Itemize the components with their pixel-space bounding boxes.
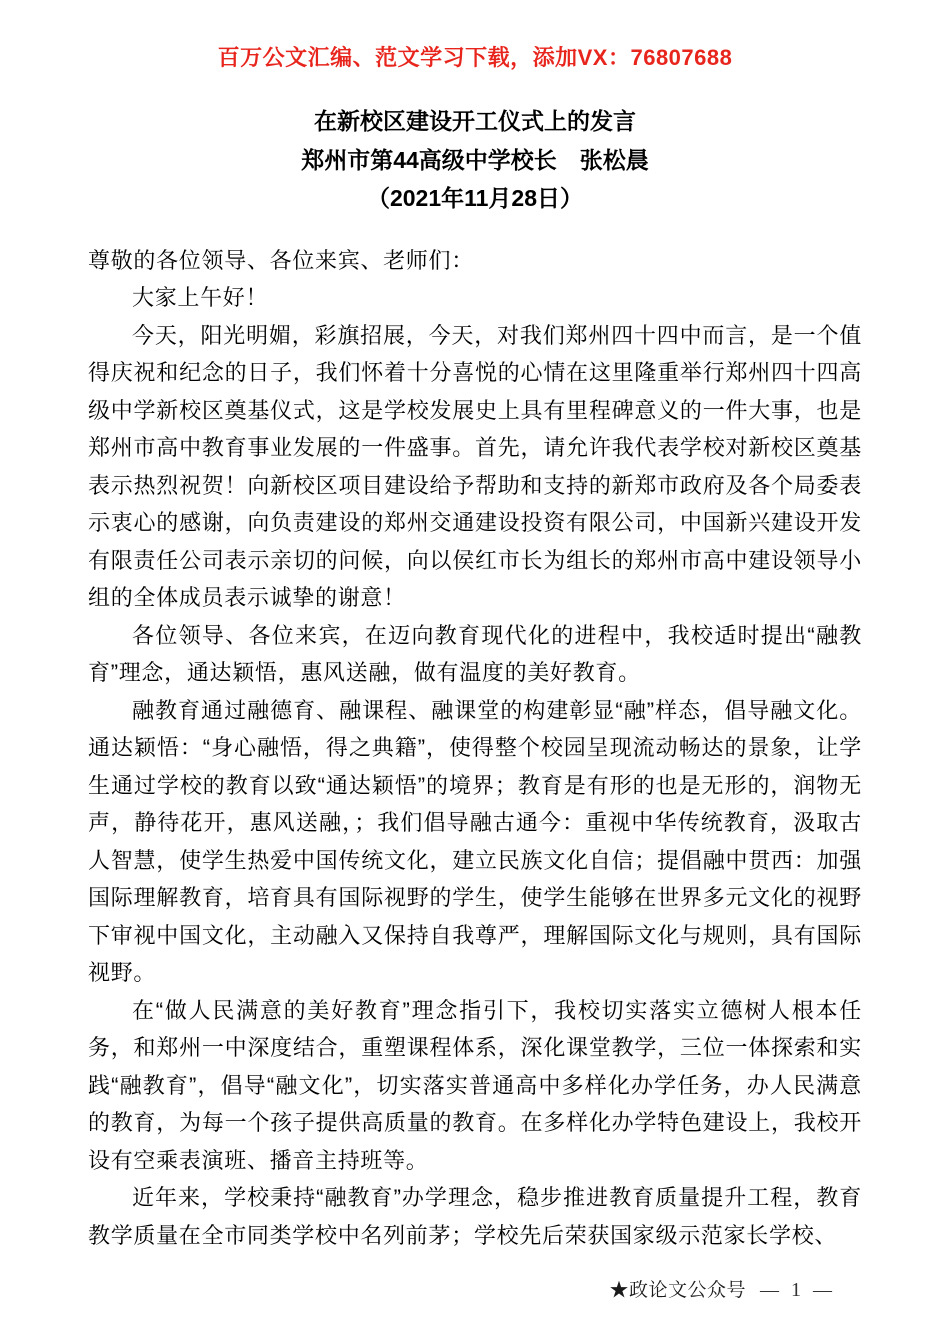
page-number-value: 1 [791,1279,801,1301]
document-title: 在新校区建设开工仪式上的发言 [314,108,636,134]
body-paragraph: 融教育通过融德育、融课程、融课堂的构建彰显“融”样态，倡导融文化。通达颖悟：“身心融悟，得之典籍”，使得整个校园呈现流动畅达的景象，让学生通过学校的教育以致“通达颖悟”的境界；教育是有形的也是无形的，润物无声，静待花开，惠风送融，；我们倡导融古通今：重视中华传统教育，汲取古人智慧，使学生热爱中国传统文化，建立民族文化自信；提倡融中贯西：加强国际理解教育，培育具有国际视野的学生，使学生能够在世界多元文化的视野下审视中国文化，主动融入又保持自我尊严，理解国际文化与规则，具有国际视野。 [88,697,862,985]
star-icon: ★ [609,1280,629,1301]
title-block [88,102,862,218]
page-number-dash-left: — [760,1280,779,1301]
body-paragraph: 大家上午好！ [132,285,269,310]
page-number-dash-right: — [813,1280,832,1301]
promo-banner: 百万公文汇编、范文学习下载，添加VX：76807688 [217,45,733,70]
footer-source-label: 政论文公众号 [628,1280,746,1301]
page-number [760,1280,832,1301]
body-paragraph: 在“做人民满意的美好教育”理念指引下，我校切实落实立德树人根本任务，和郑州一中深度结合，重塑课程体系，深化课堂教学，三位一体探索和实践“融教育”，倡导“融文化”，切实落实普通高中多样化办学任务，办人民满意的教育，为每一个孩子提供高质量的教育。在多样化办学特色建设上，我校开设有空乘表演班、播音主持班等。 [88,997,862,1173]
page-footer [609,1275,832,1302]
document-author: 郑州市第44高级中学校长 张松晨 [301,146,649,173]
body-paragraph: 今天，阳光明媚，彩旗招展，今天，对我们郑州四十四中而言，是一个值得庆祝和纪念的日子，我们怀着十分喜悦的心情在这里隆重举行郑州四十四高级中学新校区奠基仪式，这是学校发展史上具有里程碑意义的一件大事，也是郑州市高中教育事业发展的一件盛事。首先，请允许我代表学校对新校区奠基表示热烈祝贺！向新校区项目建设给予帮助和支持的新郑市政府及各个局委表示衷心的感谢，向负责建设的郑州交通建设投资有限公司，中国新兴建设开发有限责任公司表示亲切的问候，向以侯红市长为组长的郑州市高中建设领导小组的全体成员表示诚挚的谢意！ [88,322,862,610]
footer-source [609,1280,746,1301]
document-date: （2021年11月28日） [366,185,584,211]
body-paragraph: 各位领导、各位来宾，在迈向教育现代化的进程中，我校适时提出“融教育”理念，通达颖悟，惠风送融，做有温度的美好教育。 [88,622,862,685]
body-paragraph: 近年来，学校秉持“融教育”办学理念，稳步推进教育质量提升工程，教育教学质量在全市同类学校中名列前茅；学校先后荣获国家级示范家长学校、 [88,1185,862,1248]
salutation-line: 尊敬的各位领导、各位来宾、老师们： [88,247,474,273]
document-body [88,242,862,1255]
